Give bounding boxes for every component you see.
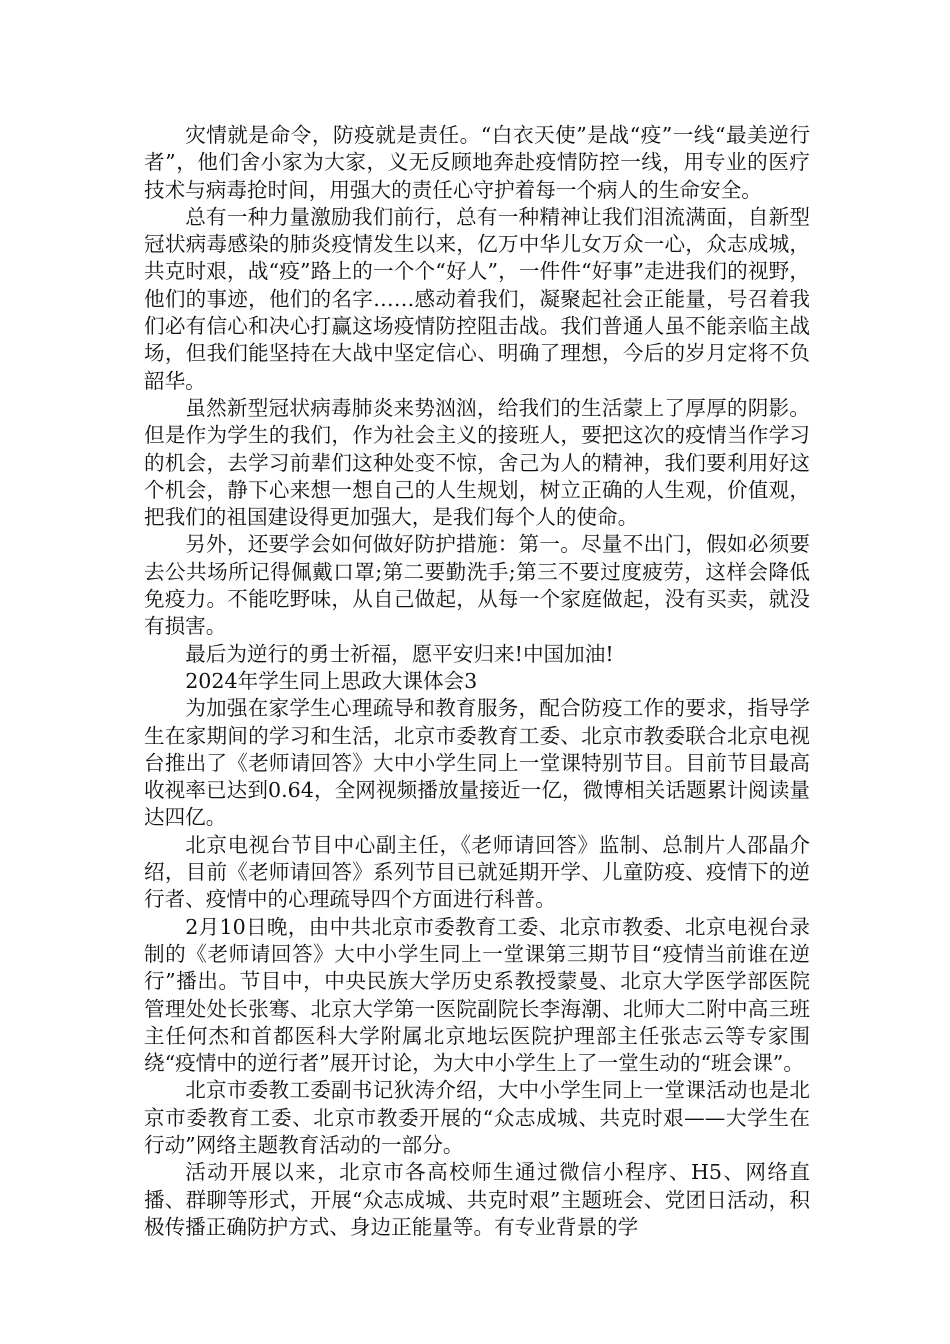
document-body [144, 122, 810, 1241]
paragraph: 虽然新型冠状病毒肺炎来势汹汹，给我们的生活蒙上了厚厚的阴影。但是作为学生的我们，作为社会主义的接班人，要把这次的疫情当作学习的机会，去学习前辈们这种处变不惊，舍己为人的精神，我们要利用好这个机会，静下心来想一想自己的人生规划，树立正确的人生观，价值观，把我们的祖国建设得更加强大，是我们每个人的使命。 [144, 395, 810, 530]
paragraph: 北京电视台节目中心副主任，《老师请回答》监制、总制片人邵晶介绍，目前《老师请回答》系列节目已就延期开学、儿童防疫、疫情下的逆行者、疫情中的心理疏导四个方面进行科普。 [144, 832, 810, 912]
paragraph: 北京市委教工委副书记狄涛介绍，大中小学生同上一堂课活动也是北京市委教育工委、北京市教委开展的“众志成城、共克时艰——大学生在行动”网络主题教育活动的一部分。 [144, 1078, 810, 1157]
paragraph: 灾情就是命令，防疫就是责任。“白衣天使”是战“疫”一线“最美逆行者”，他们舍小家为大家，义无反顾地奔赴疫情防控一线，用专业的医疗技术与病毒抢时间，用强大的责任心守护着每一个病人的生命安全。 [144, 123, 810, 202]
paragraph: 总有一种力量激励我们前行，总有一种精神让我们泪流满面，自新型冠状病毒感染的肺炎疫情发生以来，亿万中华儿女万众一心，众志成城，共克时艰，战“疫”路上的一个个“好人”，一件件“好事”走进我们的视野，他们的事迹，他们的名字……感动着我们，凝聚起社会正能量，号召着我们必有信心和决心打赢这场疫情防控阻击战。我们普通人虽不能亲临主战场，但我们能坚持在大战中坚定信心、明确了理想，今后的岁月定将不负韶华。 [144, 204, 810, 393]
paragraph: 另外，还要学会如何做好防护措施：第一。尽量不出门，假如必须要去公共场所记得佩戴口罩;第二要勤洗手;第三不要过度疲劳，这样会降低免疫力。不能吃野味，从自己做起，从每一个家庭做起，没有买卖，就没有损害。 [144, 532, 810, 639]
paragraph: 最后为逆行的勇士祈福，愿平安归来!中国加油! [185, 641, 614, 666]
paragraph: 为加强在家学生心理疏导和教育服务，配合防疫工作的要求，指导学生在家期间的学习和生活，北京市委教育工委、北京市教委联合北京电视台推出了《老师请回答》大中小学生同上一堂课特别节目。目前节目最高收视率已达到0.64，全网视频播放量接近一亿，微博相关话题累计阅读量达四亿。 [144, 696, 810, 830]
section-heading: 2024年学生同上思政大课体会3 [185, 668, 478, 693]
paragraph: 活动开展以来，北京市各高校师生通过微信小程序、H5、网络直播、群聊等形式，开展“众志成城、共克时艰”主题班会、党团日活动，积极传播正确防护方式、身边正能量等。有专业背景的学 [144, 1160, 810, 1239]
paragraph: 2月10日晚，由中共北京市委教育工委、北京市教委、北京电视台录制的《老师请回答》大中小学生同上一堂课第三期节目“疫情当前谁在逆行”播出。节目中，中央民族大学历史系教授蒙曼、北京大学医学部医院管理处处长张骞、北京大学第一医院副院长李海潮、北师大二附中高三班主任何杰和首都医科大学附属北京地坛医院护理部主任张志云等专家围绕“疫情中的逆行者”展开讨论，为大中小学生上了一堂生动的“班会课”。 [144, 914, 810, 1076]
